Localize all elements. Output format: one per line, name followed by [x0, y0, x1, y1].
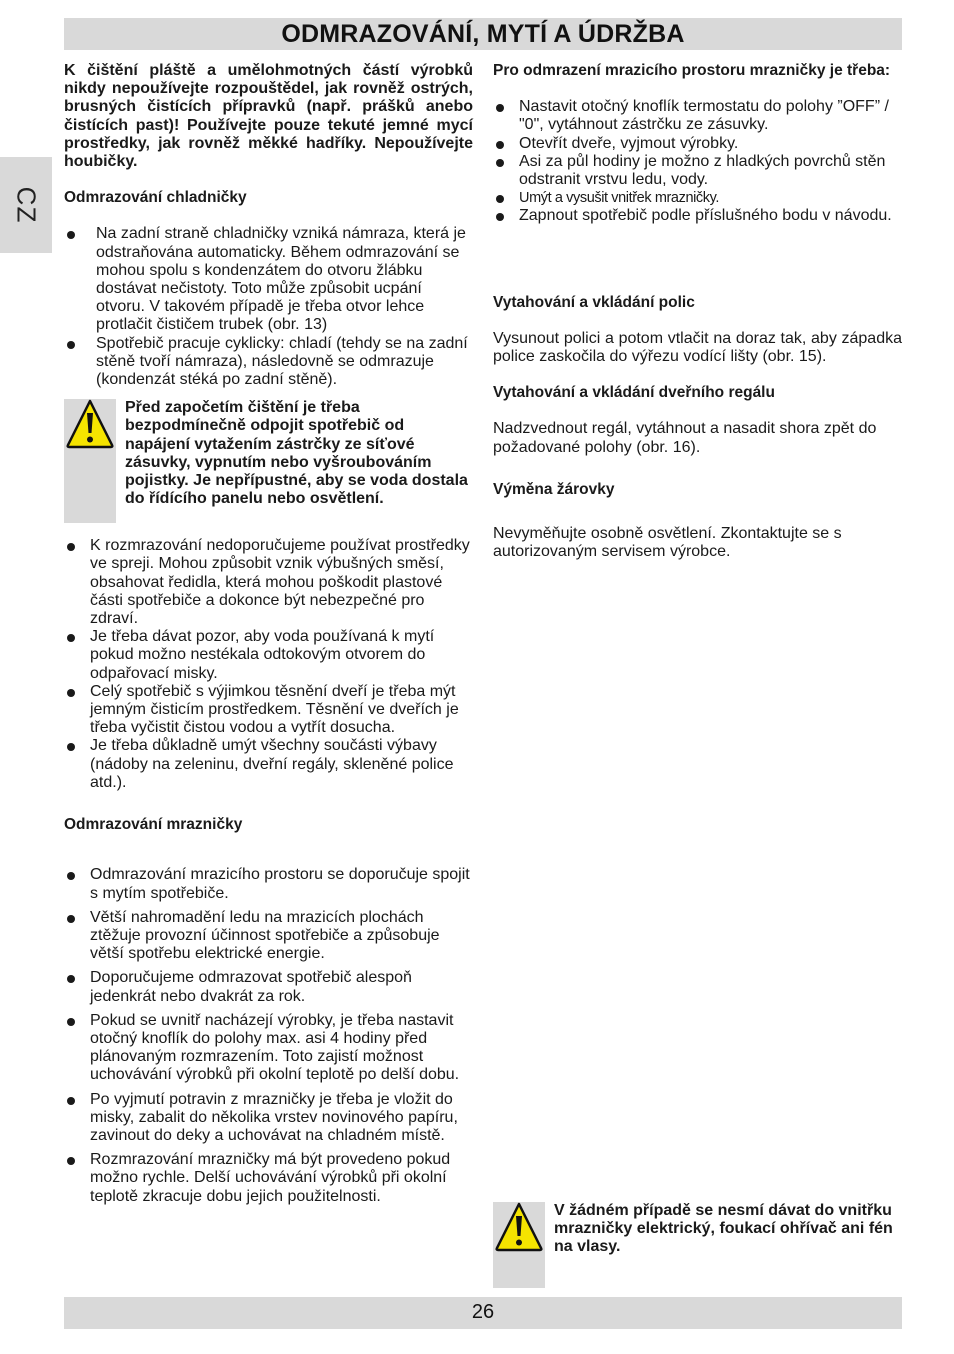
header-bar	[64, 18, 902, 50]
fridge-defrost-list	[64, 225, 473, 389]
list-item: Na zadní straně chladničky vzniká námraza, která je odstraňována automaticky. Během odmrazování se mohou spolu s kondenzátem do otvoru žlábku dostávat nečistoty. Toto může způsobit ucpání otvoru. V takovém případě je třeba otvor lehce protlačit čističem trubek (obr. 13)	[64, 225, 473, 334]
shelves-text: Vysunout polici a potom vtlačit na doraz tak, aby západka police zaskočila do výřezu vodící lišty (obr. 15).	[493, 329, 902, 366]
list-item: Rozmrazování mrazničky má být provedeno pokud možno rychle. Delší uchovávání výrobků při okolní teplotě zkracuje dobu jejich použitelnosti.	[64, 1151, 473, 1206]
door-shelf-text: Nadzvednout regál, vytáhnout a nasadit shora zpět do požadované polohy (obr. 16).	[493, 420, 877, 456]
language-tab	[0, 157, 52, 253]
list-item: Je třeba dávat pozor, aby voda používaná k mytí pokud možno nestékala odtokovým otvorem do odpařovací misky.	[64, 628, 473, 683]
warning-triangle-icon	[495, 1202, 543, 1252]
list-item: Otevřít dveře, vyjmout výrobky.	[493, 135, 902, 153]
freezer-defrost-heading: Odmrazování mrazničky	[64, 816, 243, 834]
warning-box	[64, 399, 116, 523]
cleaning-intro: K čištění pláště a umělohmotných částí výrobků nikdy nepoužívejte rozpouštědel, jak rovněž ostrých, brusných čistících přípravků (např. prášků anebo čistících past)! Používejte pouze tekuté jemné mycí prostředky, jak rovněž měkké hadříky. Nepoužívejte houbičky.	[64, 62, 473, 171]
right-column	[493, 62, 902, 561]
list-item: Pokud se uvnitř nacházejí výrobky, je třeba nastavit otočný knoflík do polohy max. asi 4 hodiny před plánovaným rozmrazením. Toto zajistí možnost uchovávání výrobků při okolní teplotě po delší dobu.	[64, 1012, 473, 1085]
general-cleaning-list	[64, 537, 473, 792]
footer-bar	[64, 1297, 902, 1329]
door-shelf-heading: Vytahování a vkládání dveřního regálu	[493, 384, 775, 402]
page-title: ODMRAZOVÁNÍ, MYTÍ A ÚDRŽBA	[281, 20, 685, 48]
language-label: CZ	[11, 186, 42, 224]
warning-triangle-icon	[66, 399, 114, 449]
list-item: K rozmrazování nedoporučujeme používat prostředky ve spreji. Mohou způsobit vznik výbušných směsí, obsahovat ředidla, která mohou poškodit plastové části spotřebiče a dokonce být nebezpečné pro zdraví.	[64, 537, 473, 628]
freezer-procedure-heading: Pro odmrazení mrazicího prostoru mrazničky je třeba:	[493, 62, 891, 79]
warning-block	[64, 399, 473, 523]
page-number: 26	[471, 1301, 495, 1323]
freezer-defrost-list	[64, 866, 473, 1205]
list-item: Doporučujeme odmrazovat spotřebič alespoň jedenkrát nebo dvakrát za rok.	[64, 969, 473, 1005]
freezer-warning-block	[493, 1202, 902, 1288]
list-item: Spotřebič pracuje cyklicky: chladí (tehdy se na zadní stěně tvoří námraza), následovně se odmrazuje (kondenzát stéká po zadní stěně).	[64, 335, 473, 390]
list-item: Celý spotřebič s výjimkou těsnění dveří je třeba mýt jemným čisticím prostředkem. Těsnění ve dveřích je třeba vyčistit čistou vodou a vytřít dosucha.	[64, 683, 473, 738]
list-item: Asi za půl hodiny je možno z hladkých povrchů stěn odstranit vrstvu ledu, vody.	[493, 153, 902, 189]
warning-box	[493, 1202, 545, 1288]
shelves-heading: Vytahování a vkládání polic	[493, 293, 695, 311]
list-item: Je třeba důkladně umýt všechny součásti výbavy (nádoby na zeleninu, dveřní regály, skleněné police atd.).	[64, 737, 473, 792]
freezer-procedure-list	[493, 98, 902, 225]
list-item: Odmrazování mrazicího prostoru se doporučuje spojit s mytím spotřebiče.	[64, 866, 473, 902]
list-item: Po vyjmutí potravin z mrazničky je třeba je vložit do misky, zabalit do několika vrstev novinového papíru, zavinout do deky a uchovávat na chladném místě.	[64, 1091, 473, 1146]
list-item: Nastavit otočný knoflík termostatu do polohy ”OFF” / "0", vytáhnout zástrčku ze zásuvky.	[493, 98, 902, 134]
list-item: Umýt a vysušit vnitřek mrazničky.	[493, 189, 902, 207]
bulb-heading: Výměna žárovky	[493, 480, 615, 498]
list-item: Větší nahromadění ledu na mrazicích plochách ztěžuje provozní účinnost spotřebiče a způsobuje větší spotřebu elektrické energie.	[64, 909, 473, 964]
bulb-text: Nevyměňujte osobně osvětlení. Zkontaktujte se s autorizovaným servisem výrobce.	[493, 525, 842, 561]
fridge-defrost-heading: Odmrazování chladničky	[64, 189, 247, 207]
warning-text: V žádném případě se nesmí dávat do vnitřku mrazničky elektrický, foukací ohřívač ani fén na vlasy.	[554, 1202, 893, 1256]
list-item: Zapnout spotřebič podle příslušného bodu v návodu.	[493, 207, 902, 225]
warning-text: Před započetím čištění je třeba bezpodmínečně odpojit spotřebič od napájení vytažením zástrčky ze síťové zásuvky, vypnutím nebo vyšroubováním pojistky. Je nepřípustné, aby se voda dostala do řídícího panelu nebo osvětlení.	[125, 399, 468, 508]
left-column	[64, 62, 473, 1206]
